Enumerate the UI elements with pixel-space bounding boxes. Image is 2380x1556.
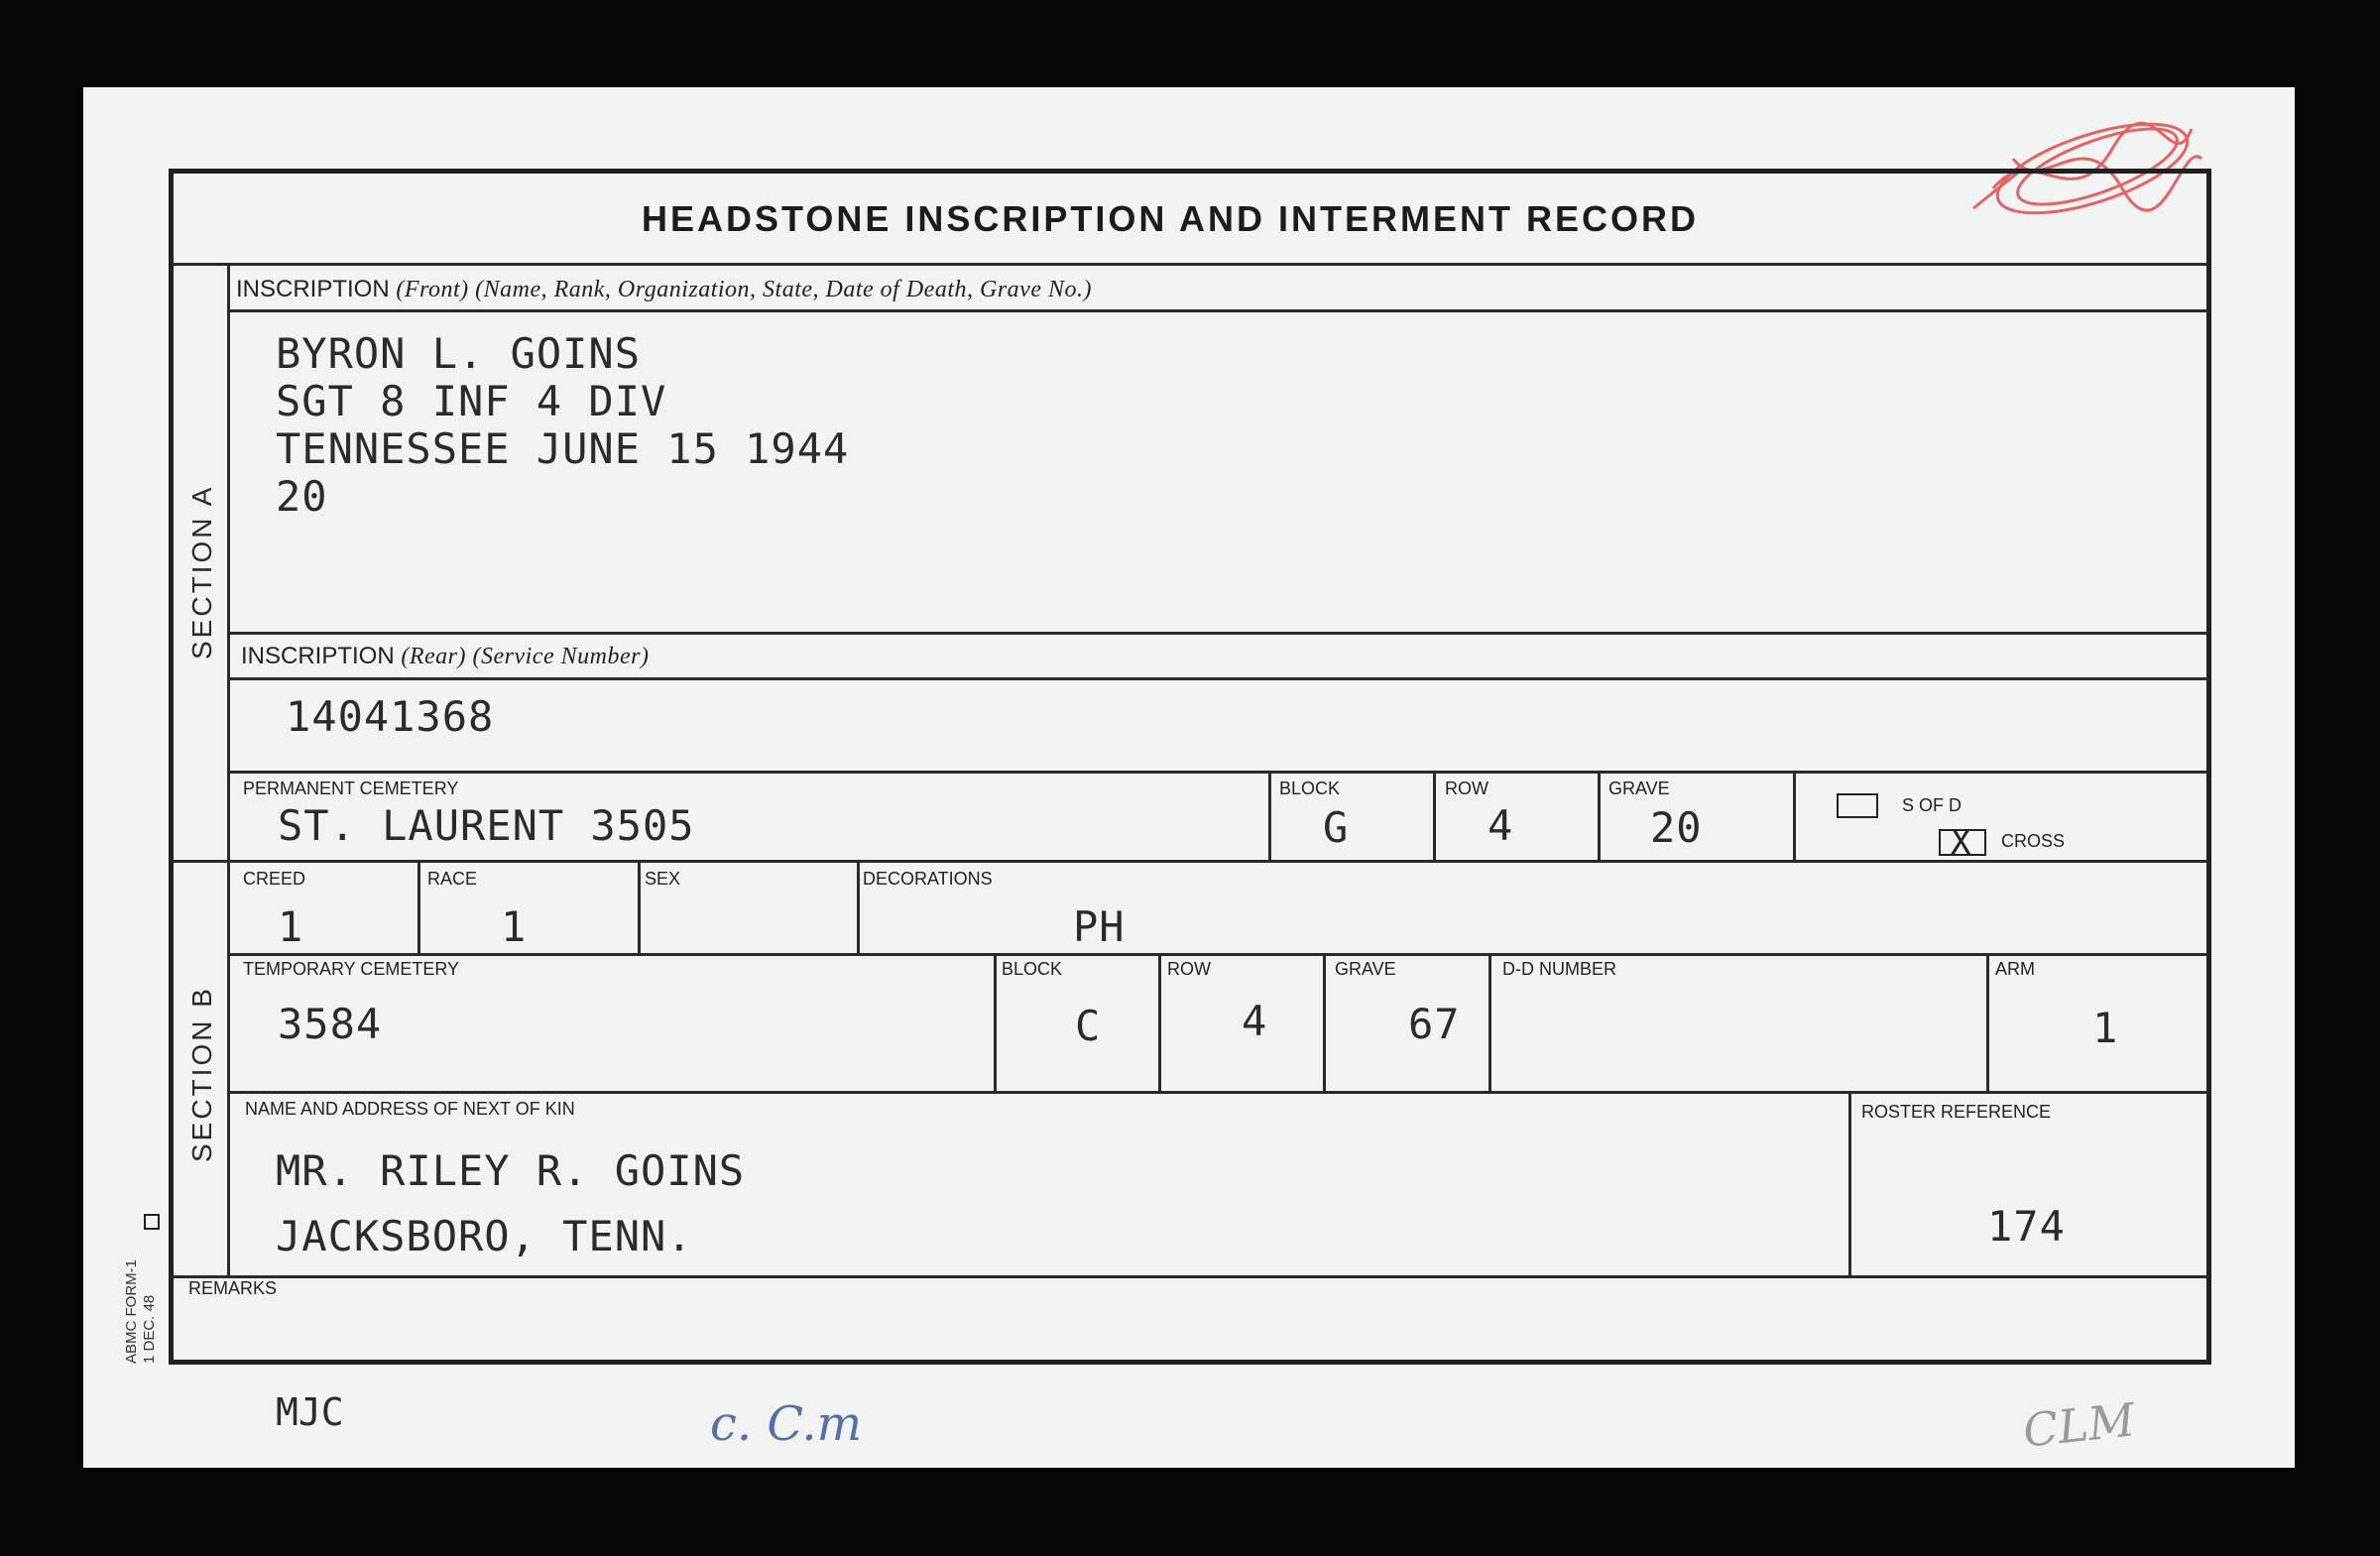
permanent-cemetery-label: PERMANENT CEMETERY xyxy=(243,778,459,798)
inscription-line: 20 xyxy=(276,472,328,521)
section-column-line xyxy=(227,263,230,1276)
form-id-line2: 1 DEC. 48 xyxy=(141,1294,158,1364)
nok-address xyxy=(276,1138,745,1269)
divider xyxy=(1433,771,1436,862)
form-id-checkbox[interactable] xyxy=(144,1214,160,1230)
temp-cemetery-value: 3584 xyxy=(278,1000,383,1048)
roster-reference-label: ROSTER REFERENCE xyxy=(1861,1102,2052,1122)
sofd-label: S OF D xyxy=(1902,795,1963,815)
temp-block-value: C xyxy=(1075,1002,1102,1050)
temp-grave-label: GRAVE xyxy=(1335,959,1396,979)
temp-row-label: ROW xyxy=(1167,959,1211,979)
cross-checkbox[interactable] xyxy=(1939,823,1986,863)
block-value: G xyxy=(1323,803,1350,852)
form-title: HEADSTONE INSCRIPTION AND INTERMENT RECORD xyxy=(641,198,1700,239)
divider xyxy=(417,860,420,955)
inscription-front-sub: (Front) (Name, Rank, Organization, State, Date of Death, Grave No.) xyxy=(396,277,1092,302)
clerk-initials: MJC xyxy=(276,1390,344,1434)
race-value: 1 xyxy=(501,902,528,951)
divider xyxy=(994,953,997,1093)
arm-label: ARM xyxy=(1995,959,2035,979)
nok-label: NAME AND ADDRESS OF NEXT OF KIN xyxy=(245,1099,575,1119)
divider xyxy=(228,1091,2208,1094)
blue-handwriting: c. C.m xyxy=(710,1396,863,1452)
inscription-line: SGT 8 INF 4 DIV xyxy=(276,377,667,425)
divider xyxy=(228,632,2208,635)
temp-cemetery-label: TEMPORARY CEMETERY xyxy=(243,959,460,979)
divider xyxy=(171,860,2208,863)
inscription-rear-label xyxy=(241,643,649,670)
divider xyxy=(1323,953,1326,1093)
divider xyxy=(171,1275,2208,1278)
section-a-label: SECTION A xyxy=(186,484,217,659)
divider xyxy=(228,953,2208,956)
race-label: RACE xyxy=(427,869,478,889)
divider xyxy=(638,860,641,955)
arm-value: 1 xyxy=(2092,1004,2119,1052)
divider xyxy=(1848,1091,1851,1277)
creed-value: 1 xyxy=(278,902,304,951)
block-label: BLOCK xyxy=(1279,778,1341,798)
nok-line: JACKSBORO, TENN. xyxy=(276,1212,693,1260)
service-number: 14041368 xyxy=(286,692,495,741)
inscription-rear-title: INSCRIPTION xyxy=(241,643,395,669)
inscription-front-title: INSCRIPTION xyxy=(236,276,390,302)
cross-mark: X xyxy=(1951,823,1971,863)
divider xyxy=(1986,953,1989,1093)
divider xyxy=(1488,953,1491,1093)
decorations-label: DECORATIONS xyxy=(863,869,993,889)
sex-label: SEX xyxy=(645,869,681,889)
grave-label: GRAVE xyxy=(1608,778,1670,798)
divider xyxy=(228,771,2208,774)
cross-label: CROSS xyxy=(2001,831,2066,851)
decorations-value: PH xyxy=(1073,902,1126,951)
form-id xyxy=(123,1259,159,1364)
pencil-handwriting: CLM xyxy=(2020,1392,2138,1458)
nok-line: MR. RILEY R. GOINS xyxy=(276,1146,746,1195)
temp-block-label: BLOCK xyxy=(1002,959,1063,979)
sofd-checkbox[interactable] xyxy=(1837,793,1878,818)
permanent-cemetery-value: ST. LAURENT 3505 xyxy=(278,801,695,850)
form-id-line1: ABMC FORM-1 xyxy=(123,1259,140,1364)
temp-row-value: 4 xyxy=(1242,997,1268,1045)
divider xyxy=(1793,771,1796,862)
inscription-line: TENNESSEE JUNE 15 1944 xyxy=(276,424,850,473)
remarks-label: REMARKS xyxy=(188,1278,278,1298)
inscription-front-label xyxy=(236,276,1092,303)
divider xyxy=(171,263,2208,266)
divider xyxy=(857,860,860,955)
row-label: ROW xyxy=(1445,778,1488,798)
inscription-rear-sub: (Rear) (Service Number) xyxy=(401,644,650,669)
roster-reference-value: 174 xyxy=(1987,1202,2066,1251)
divider xyxy=(228,677,2208,680)
divider xyxy=(1598,771,1601,862)
divider xyxy=(228,309,2208,312)
row-value: 4 xyxy=(1488,801,1514,850)
inscription-line: BYRON L. GOINS xyxy=(276,329,642,378)
dd-number-label: D-D NUMBER xyxy=(1502,959,1616,979)
inscription-front-text xyxy=(276,330,849,521)
grave-value: 20 xyxy=(1650,803,1703,852)
section-b-label: SECTION B xyxy=(186,986,217,1162)
temp-grave-value: 67 xyxy=(1408,1000,1461,1048)
creed-label: CREED xyxy=(243,869,306,889)
divider xyxy=(1158,953,1161,1093)
divider xyxy=(1268,771,1271,862)
